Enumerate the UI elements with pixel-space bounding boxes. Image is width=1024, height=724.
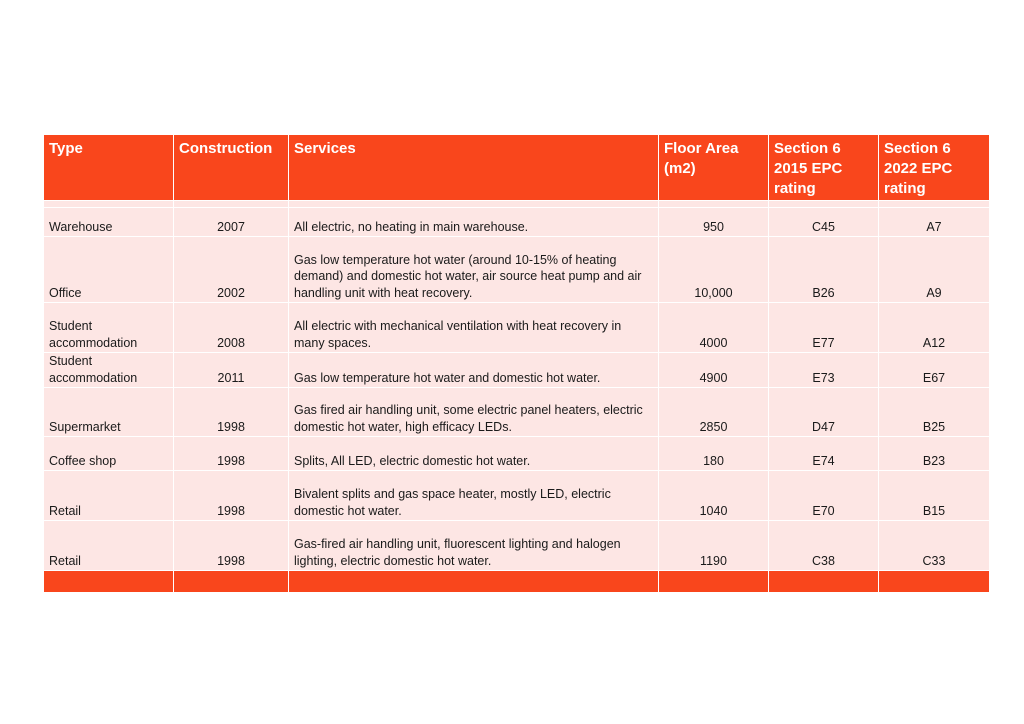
header-type: Type <box>44 135 174 201</box>
table-row <box>44 521 990 571</box>
cell-construction: 2008 <box>174 303 289 353</box>
cell-type: Student accommodation <box>44 353 174 388</box>
cell-floor-area: 2850 <box>659 388 769 437</box>
cell-epc-2022: A7 <box>879 208 990 237</box>
footer-cell <box>174 571 289 593</box>
cell-epc-2015: B26 <box>769 237 879 303</box>
cell-construction: 2007 <box>174 208 289 237</box>
table-header-row <box>44 135 990 201</box>
cell-epc-2015: E70 <box>769 471 879 521</box>
table-row <box>44 471 990 521</box>
cell-type: Supermarket <box>44 388 174 437</box>
header-epc-2022: Section 6 2022 EPC rating <box>879 135 990 201</box>
cell-epc-2015: C45 <box>769 208 879 237</box>
cell-epc-2015: D47 <box>769 388 879 437</box>
cell-floor-area: 4000 <box>659 303 769 353</box>
header-floor-area: Floor Area (m2) <box>659 135 769 201</box>
cell-floor-area: 950 <box>659 208 769 237</box>
table-row <box>44 237 990 303</box>
cell-services: Bivalent splits and gas space heater, mostly LED, electric domestic hot water. <box>289 471 659 521</box>
cell-epc-2022: B25 <box>879 388 990 437</box>
footer-cell <box>769 571 879 593</box>
cell-services: Splits, All LED, electric domestic hot water. <box>289 437 659 471</box>
cell-services: Gas low temperature hot water and domestic hot water. <box>289 353 659 388</box>
cell-construction: 1998 <box>174 521 289 571</box>
cell-epc-2022: A9 <box>879 237 990 303</box>
cell-floor-area: 1190 <box>659 521 769 571</box>
header-construction: Construction <box>174 135 289 201</box>
cell-services: Gas low temperature hot water (around 10-15% of heating demand) and domestic hot water, air source heat pump and air handling unit with heat recovery. <box>289 237 659 303</box>
footer-cell <box>659 571 769 593</box>
table-row <box>44 353 990 388</box>
cell-type: Office <box>44 237 174 303</box>
cell-services: All electric, no heating in main warehouse. <box>289 208 659 237</box>
cell-floor-area: 4900 <box>659 353 769 388</box>
cell-services: All electric with mechanical ventilation with heat recovery in many spaces. <box>289 303 659 353</box>
cell-epc-2015: E77 <box>769 303 879 353</box>
epc-table <box>43 134 990 593</box>
cell-construction: 2002 <box>174 237 289 303</box>
header-epc-2015: Section 6 2015 EPC rating <box>769 135 879 201</box>
cell-construction: 2011 <box>174 353 289 388</box>
cell-type: Warehouse <box>44 208 174 237</box>
cell-type: Student accommodation <box>44 303 174 353</box>
cell-epc-2022: B23 <box>879 437 990 471</box>
cell-construction: 1998 <box>174 388 289 437</box>
cell-construction: 1998 <box>174 437 289 471</box>
cell-floor-area: 1040 <box>659 471 769 521</box>
footer-cell <box>289 571 659 593</box>
cell-construction: 1998 <box>174 471 289 521</box>
cell-type: Retail <box>44 471 174 521</box>
cell-services: Gas-fired air handling unit, fluorescent lighting and halogen lighting, electric domestic hot water. <box>289 521 659 571</box>
cell-services: Gas fired air handling unit, some electric panel heaters, electric domestic hot water, high efficacy LEDs. <box>289 388 659 437</box>
spacer-row <box>44 201 990 208</box>
footer-cell <box>879 571 990 593</box>
cell-floor-area: 180 <box>659 437 769 471</box>
cell-type: Retail <box>44 521 174 571</box>
cell-epc-2015: C38 <box>769 521 879 571</box>
cell-epc-2022: B15 <box>879 471 990 521</box>
cell-floor-area: 10,000 <box>659 237 769 303</box>
table-footer-row <box>44 571 990 593</box>
footer-cell <box>44 571 174 593</box>
cell-epc-2015: E73 <box>769 353 879 388</box>
cell-epc-2022: E67 <box>879 353 990 388</box>
cell-epc-2022: A12 <box>879 303 990 353</box>
header-services: Services <box>289 135 659 201</box>
table-row <box>44 208 990 237</box>
table-row <box>44 437 990 471</box>
table-row <box>44 388 990 437</box>
table-row <box>44 303 990 353</box>
cell-epc-2022: C33 <box>879 521 990 571</box>
cell-epc-2015: E74 <box>769 437 879 471</box>
cell-type: Coffee shop <box>44 437 174 471</box>
